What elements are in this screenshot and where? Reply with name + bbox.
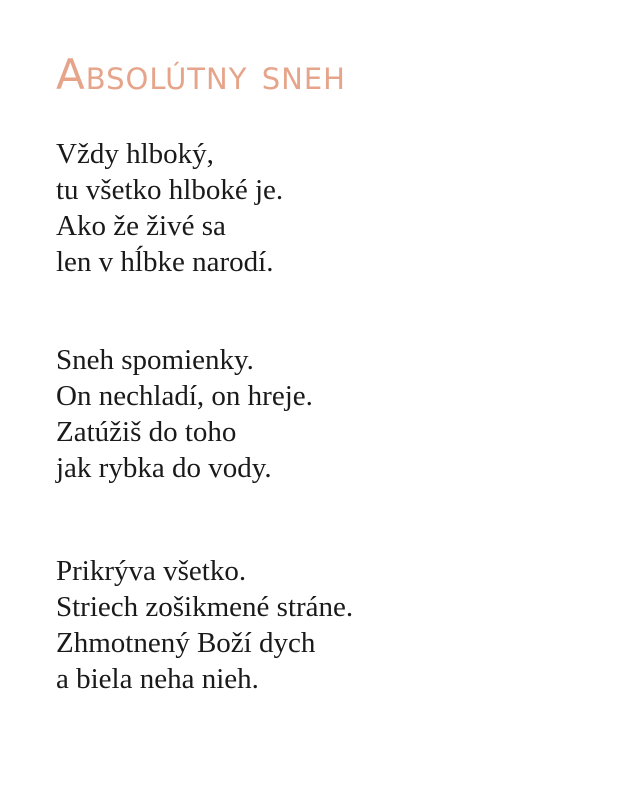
verse-line: Striech zošikmené stráne.	[56, 591, 354, 623]
verse-line: jak rybka do vody.	[56, 452, 272, 484]
poem-title: Absolútny sneh	[56, 50, 346, 99]
verse-line: tu všetko hlboké je.	[56, 174, 284, 206]
verse-line: Prikrýva všetko.	[56, 555, 247, 587]
stanza-1	[56, 136, 283, 280]
verse-line: On nechladí, on hreje.	[56, 380, 313, 412]
stanza-2	[56, 342, 313, 486]
verse-line: Zatúžiš do toho	[56, 416, 237, 448]
verse-line: Zhmotnený Boží dych	[56, 627, 316, 659]
verse-line: Vždy hlboký,	[56, 138, 214, 170]
verse-line: Sneh spomienky.	[56, 344, 254, 376]
verse-line: len v hĺbke narodí.	[56, 246, 274, 278]
verse-line: Ako že živé sa	[56, 210, 226, 242]
verse-line: a biela neha nieh.	[56, 663, 259, 695]
stanza-3	[56, 553, 353, 697]
